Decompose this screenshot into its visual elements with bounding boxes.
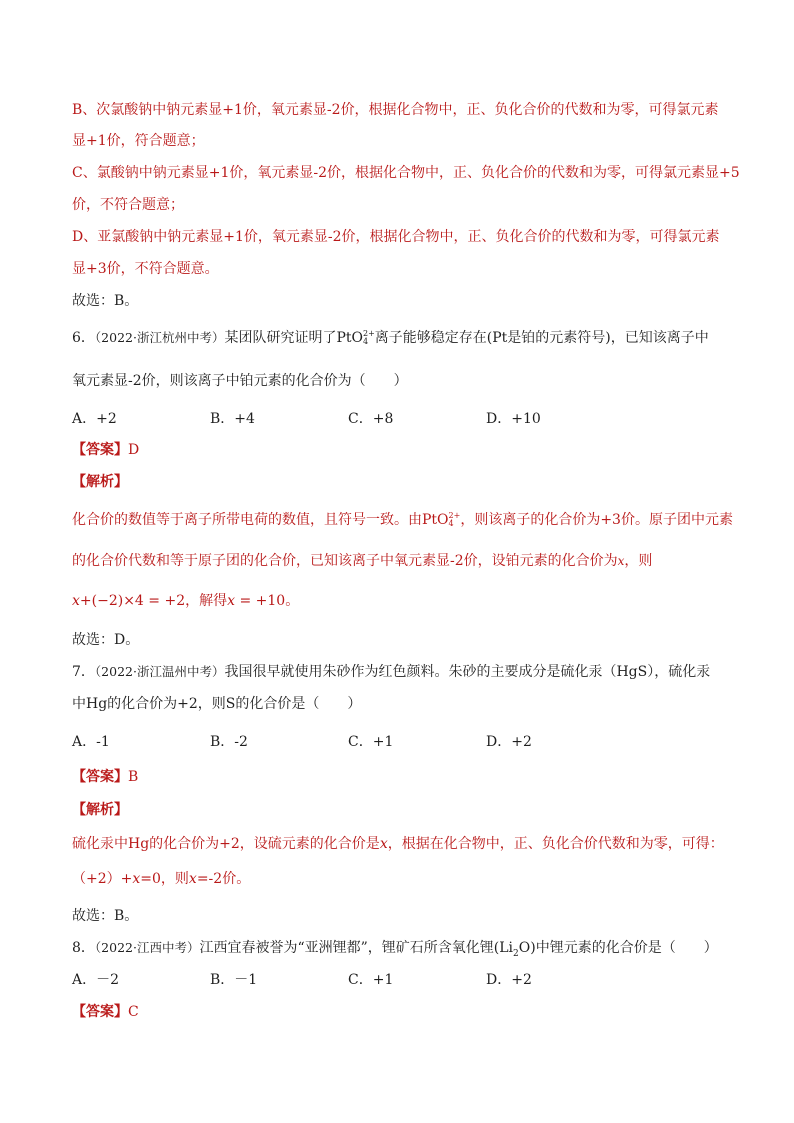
q6-analysis-line2: 的化合价代数和等于原子团的化合价，已知该离子中氧元素显-2价，设铂元素的化合价为x，则 xyxy=(72,553,653,569)
q7-number: 7． xyxy=(72,664,95,680)
q7-option-d: D．+2 xyxy=(486,734,532,750)
q7-option-b: B．-2 xyxy=(210,734,248,750)
q6-equation: x+(−2)×4 = +2，解得x = +10。 xyxy=(72,593,300,609)
q7-analysis-line2: （+2）+x=0，则x=-2价。 xyxy=(72,871,251,887)
q8-option-d: D．+2 xyxy=(486,972,532,988)
q8-option-c: C．+1 xyxy=(348,972,394,988)
q7-analysis-heading: 【解析】 xyxy=(72,802,128,818)
q8-number: 8． xyxy=(72,940,95,956)
q6-analysis-line1: 化合价的数值等于离子所带电荷的数值，且符号一致。由PtO2+ 4 ，则该离子的化合价为+3价。原子团中元素 xyxy=(72,511,733,528)
explain-b-line2: 显+1价，符合题意； xyxy=(72,133,205,149)
q5-choose: 故选：B。 xyxy=(72,293,139,309)
explain-d-line1: D、亚氯酸钠中钠元素显+1价，氧元素显-2价，根据化合物中，正、负化合价的代数和为零，可得氯元素 xyxy=(72,229,720,245)
explain-b-line1: B、次氯酸钠中钠元素显+1价，氧元素显-2价，根据化合物中，正、负化合价的代数和为零，可得氯元素 xyxy=(72,102,719,118)
explain-d-line2: 显+3价，不符合题意。 xyxy=(72,261,219,277)
q7-source: （2022·浙江温州中考） xyxy=(94,664,225,679)
q7-analysis-line1: 硫化汞中Hg的化合价为+2，设硫元素的化合价是x，根据在化合物中，正、负化合价代数和为零，可得： xyxy=(72,836,724,852)
q7-option-a: A．-1 xyxy=(72,734,110,750)
q8-source: （2022·江西中考） xyxy=(94,940,200,955)
q7-stem-line2: 中Hg的化合价为+2，则S的化合价是（ ） xyxy=(72,696,362,712)
ion-formula: PtO2+ 4 xyxy=(422,511,461,528)
q6-ion-formula: PtO2+ 4 xyxy=(336,329,375,346)
q6-stem-b: 离子能够稳定存在(Pt是铂的元素符号)，已知该离子中 xyxy=(374,330,709,346)
q6-option-b: B．+4 xyxy=(210,411,255,427)
q6-analysis-heading: 【解析】 xyxy=(72,474,128,490)
q7-answer: 【答案】B xyxy=(72,769,139,785)
q6-stem-line1 xyxy=(72,328,709,348)
q6-option-a: A．+2 xyxy=(72,411,117,427)
q6-stem-line2: 氧元素显-2价，则该离子中铂元素的化合价为（ ） xyxy=(72,373,408,389)
q6-number: 6． xyxy=(72,330,95,346)
q6-option-d: D．+10 xyxy=(486,411,541,427)
q8-option-a: A．－2 xyxy=(72,972,120,988)
q7-stem-line1: 7．（2022·浙江温州中考）我国很早就使用朱砂作为红色颜料。朱砂的主要成分是硫化汞（HgS），硫化汞 xyxy=(72,664,711,680)
q8-answer: 【答案】C xyxy=(72,1004,139,1020)
answer-value: D xyxy=(128,442,140,458)
q8-option-b: B．－1 xyxy=(210,972,258,988)
q7-choose: 故选：B。 xyxy=(72,908,139,924)
q6-choose: 故选：D。 xyxy=(72,632,140,648)
explain-c-line1: C、氯酸钠中钠元素显+1价，氧元素显-2价，根据化合物中，正、负化合价的代数和为零，可得氯元素显+5 xyxy=(72,165,740,181)
q8-stem: 8．（2022·江西中考）江西宜春被誉为“亚洲锂都”，锂矿石所含氧化锂$(Li_2O)$中锂元素的化合价是（ ） xyxy=(72,940,718,959)
explain-c-line2: 价，不符合题意； xyxy=(72,197,184,213)
q6-option-c: C．+8 xyxy=(348,411,394,427)
q6-answer xyxy=(72,440,139,460)
q7-option-c: C．+1 xyxy=(348,734,394,750)
answer-tag: 【答案】 xyxy=(72,442,128,458)
q6-source: （2022·浙江杭州中考） xyxy=(94,330,225,345)
q6-stem-a: 某团队研究证明了 xyxy=(224,330,337,346)
